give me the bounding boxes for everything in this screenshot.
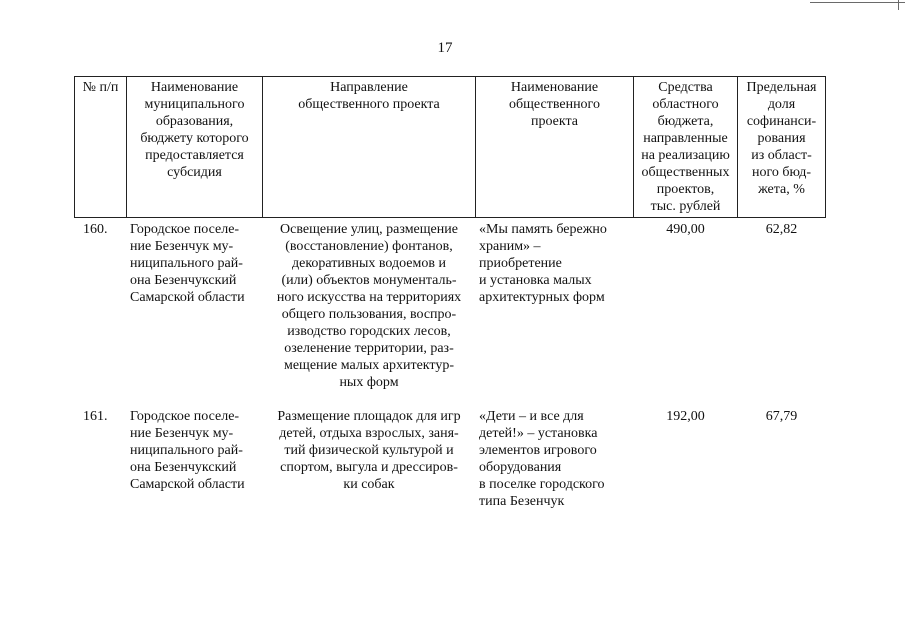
header-project: Наименование общественного проекта xyxy=(476,77,634,218)
scan-edge-line xyxy=(810,2,905,3)
direction-cell: Освещение улиц, размещение (восстановление) фонтанов, декоративных водоемов и (или) объектов монументаль- ного искусства на территориях общего пользования, воспро- изводство городских лесов, озеленение территории, раз- мещение малых архитектур- ных форм xyxy=(276,222,462,390)
header-direction: Направление общественного проекта xyxy=(263,77,476,218)
row-number: 161. xyxy=(83,409,108,424)
budget-cell: 490,00 xyxy=(666,222,705,237)
share-cell: 62,82 xyxy=(765,222,798,237)
scan-edge-tick xyxy=(898,0,899,10)
header-municipality: Наименование муниципального образования, бюджету которого предоставляется субсидия xyxy=(127,77,263,218)
row-number: 160. xyxy=(83,222,108,237)
project-cell: «Мы память бережно храним» – приобретение и установка малых архитектурных форм xyxy=(479,222,607,305)
municipality-cell: Городское поселе- ние Безенчук му- ниципального рай- она Безенчукский Самарской области xyxy=(130,409,245,492)
direction-cell: Размещение площадок для игр детей, отдыха взрослых, заня- тий физической культурой и спортом, выгула и дрессиров- ки собак xyxy=(277,409,461,492)
table-row xyxy=(75,218,826,406)
header-share: Предельная доля софинанси- рования из област- ного бюд- жета, % xyxy=(738,77,826,218)
table-header-row xyxy=(75,77,826,218)
share-cell: 67,79 xyxy=(765,409,798,424)
municipality-cell: Городское поселе- ние Безенчук му- ниципального рай- она Безенчукский Самарской области xyxy=(130,222,245,305)
header-num: № п/п xyxy=(75,77,127,218)
header-budget: Средства областного бюджета, направленные на реализацию общественных проектов, тыс. рублей xyxy=(634,77,738,218)
table-row xyxy=(75,405,826,529)
budget-cell: 192,00 xyxy=(666,409,705,424)
page-number: 17 xyxy=(437,40,453,56)
subsidy-table xyxy=(74,76,826,529)
project-cell: «Дети – и все для детей!» – установка элементов игрового оборудования в поселке городского типа Безенчук xyxy=(479,409,605,509)
